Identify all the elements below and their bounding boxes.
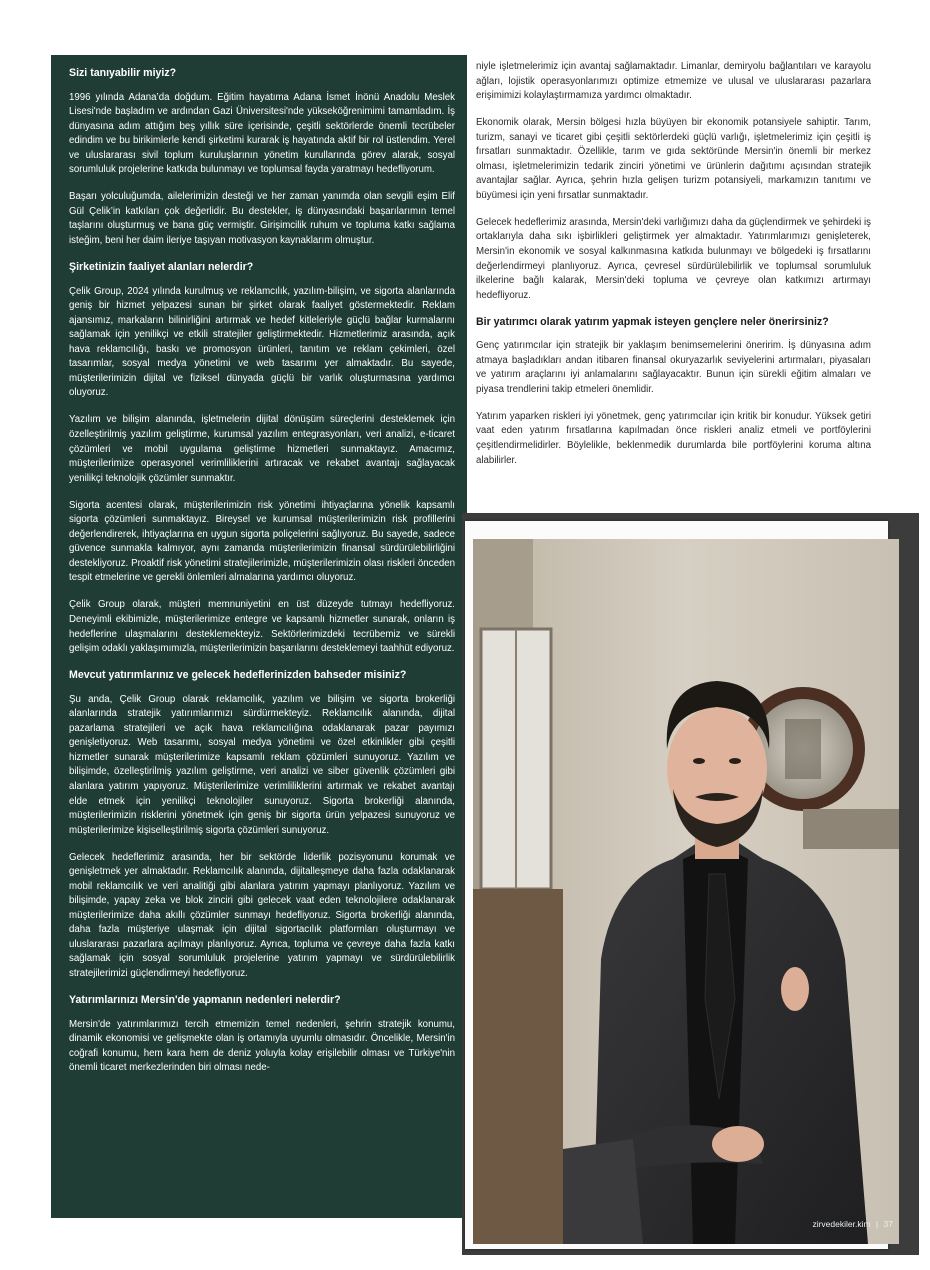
left-text-panel xyxy=(51,55,467,1218)
page-number: 37 xyxy=(883,1219,893,1229)
paragraph: Genç yatırımcılar için stratejik bir yaklaşım benimsemelerini öneririm. İş dünyasına adım atmaya başladıkları andan itibaren finansal okuryazarlık seviyelerini artırmaları, piyasaları ve yatırım araçlarını iyi anlamalarını sağlayacaktır. Bunun için sürekli eğitim almaları ve piyasa trendlerini takip etmeleri önemlidir. xyxy=(476,340,871,395)
trousers xyxy=(563,1139,643,1244)
heading-mersin: Yatırımlarınızı Mersin'de yapmanın nedenleri nelerdir? xyxy=(69,994,341,1007)
heading-business-areas: Şirketinizin faaliyet alanları nelerdir? xyxy=(69,261,254,274)
footer-separator: | xyxy=(875,1219,879,1229)
right-text-column xyxy=(476,60,871,481)
shelf xyxy=(803,809,899,849)
photo-frame xyxy=(462,513,919,1255)
hand xyxy=(712,1126,764,1162)
paragraph: Sigorta acentesi olarak, müşterilerimizin risk yönetimi ihtiyaçlarına yönelik kapsamlı sigorta çözümleri sunmaktayız. Bireysel ve kurumsal müşterilerimizin risk profillerini değerlendirerek, ihtiyaçlarına en uygun sigorta poliçelerini sağlıyoruz. Bu sayede, sadece güvence sunmakla kalmıyor, aynı zamanda müşterilerimizin finansal sürdürülebilirliğini destekliyoruz. Proaktif risk yönetimi stratejilerimizle, müşterilerimizin olası riskleri önceden tespit etmelerine ve gerekli önlemleri almalarına yardımcı oluyoruz. xyxy=(69,499,455,584)
paragraph: Çelik Group olarak, müşteri memnuniyetini en üst düzeyde tutmayı hedefliyoruz. Deneyimli ekibimizle, müşterilerimize entegre ve kapsamlı hizmetler sunarak, onların iş hedeflerine ulaşmalarını desteklemekteyiz. Sektörlerimizdeki tecrübemiz ve sürekli gelişim odaklı yaklaşımımızla, müşterilerimizin başarılarını desteklemeyi taahhüt ediyoruz. xyxy=(69,599,455,655)
paragraph: Mersin'de yatırımlarımızı tercih etmemizin temel nedenleri, şehrin stratejik konumu, dinamik ekonomisi ve gelişmekte olan iş ortamıyla uyumlu olmasıdır. Öncelikle, Mersin'in coğrafi konumu, hem kara hem de deniz yoluyla kolay erişilebilir olması ve Türkiye'nin önemli ticaret merkezlerinden biri olması nede- xyxy=(69,1018,455,1074)
paragraph: Yatırım yaparken riskleri iyi yönetmek, genç yatırımcılar için kritik bir konudur. Yüksek getiri vaat eden yatırım fırsatlarına kapılmadan önce riskleri analiz etmeli ve portföylerini çeşitlendirmelidirler. Böylelikle, beklenmedik durumlarda bile portföylerini koruma altına alabilirler. xyxy=(476,410,871,466)
portrait-photo xyxy=(473,539,899,1244)
page-footer xyxy=(812,1219,893,1229)
photo-border xyxy=(465,521,888,1249)
heading-about: Sizi tanıyabilir miyiz? xyxy=(69,67,177,79)
desk xyxy=(473,889,563,1244)
paragraph: 1996 yılında Adana’da doğdum. Eğitim hayatıma Adana İsmet İnönü Anadolu Meslek Lisesi'nde başladım ve ardından Gazi Üniversitesi'nde yükseköğrenimimi tamamladım. İş dünyasına adım attığım beş yıllık süre içerisinde, çeşitli sektörlerde önemli tecrübeler edindim ve bu birikimlerle kendi şirketimi kurarak iş hayatında aktif bir rol üstlendim. Yerel ve uluslararası sivil toplum kuruluşlarının yönetim kurullarında görev alarak, sosyal sorumluluk projelerine katkıda bulunmayı ve toplumsal fayda yaratmayı hedefliyorum. xyxy=(69,91,455,176)
heading-investments: Mevcut yatırımlarınız ve gelecek hedeflerinizden bahseder misiniz? xyxy=(69,669,407,682)
paragraph: Gelecek hedeflerimiz arasında, Mersin'deki varlığımızı daha da güçlendirmek ve şehirdeki iş ortaklarıyla daha sıkı işbirlikleri geliştirmek yer almaktadır. Yatırımlarımızı genişleterek, Mersin'in ekonomik ve sosyal kalkınmasına katkıda bulunmayı ve bölgedeki iş fırsatlarını değerlendirmeyi planlıyoruz. Ayrıca, çevresel sürdürülebilirlik ve toplumsal sorumluluk ilkelerine bağlı kalarak, Mersin'deki topluma ve çevreye olan katkımızı artırmayı hedefliyoruz. xyxy=(476,216,871,301)
heading-young-investors: Bir yatırımcı olarak yatırım yapmak isteyen gençlere neler önerirsiniz? xyxy=(476,315,829,328)
paragraph: Ekonomik olarak, Mersin bölgesi hızla büyüyen bir ekonomik potansiyele sahiptir. Tarım, turizm, sanayi ve ticaret gibi çeşitli sektörlerdeki güçlü varlığı, işletmelerimiz için çeşitli iş fırsatları sunmaktadır. Özellikle, tarım ve gıda sektöründe Mersin'in önemli bir merkez olması, işletmelerimizin tedarik zinciri yönetimi ve ürünlerin dağıtımı açısından stratejik avantajlar sağlar. Ayrıca, şehrin hızla gelişen turizm potansiyeli, markamızın tanıtımı ve büyümesi için yeni fırsatlar sunmaktadır. xyxy=(476,117,871,201)
footer-site: zirvedekiler.kim xyxy=(812,1219,871,1229)
paragraph: Gelecek hedeflerimiz arasında, her bir sektörde liderlik pozisyonunu korumak ve genişletmek yer almaktadır. Reklamcılık alanında, dijitalleşmeye daha fazla odaklanarak mobil reklamcılık ve veri analitiği gibi alanlara yatırım yapmayı planlıyoruz. Yazılım ve bilişimde, yapay zeka ve blok zinciri gibi gelecek vaat eden teknolojilere odaklanarak müşterilerimize daha akıllı çözümler sunmayı hedefliyoruz. Sigorta brokerliği alanında, daha fazla müşteriye ulaşmak için dijital sigortacılık platformları oluşturmayı ve uluslararası pazarlara açılmayı planlıyoruz. Ayrıca, topluma ve çevreye daha fazla katkı sağlamak için sosyal sorumluluk projelerine yatırım yapmayı ve sürdürülebilirlik stratejilerimizi güçlendirmeyi hedefliyoruz. xyxy=(69,851,455,980)
portrait-illustration xyxy=(473,539,899,1244)
paragraph: Yazılım ve bilişim alanında, işletmelerin dijital dönüşüm süreçlerini desteklemek için özelleştirilmiş yazılım geliştirme, kurumsal yazılım entegrasyonları, veri analizi, e-ticaret çözümleri ve mobil uygulama geliştirme hizmetleri sunmaktayız. Amacımız, müşterilerimize operasyonel verimliliklerini artıracak ve rekabet avantajı sağlayacak yenilikçi teknolojik çözümler sunmaktır. xyxy=(69,414,455,484)
paragraph: Başarı yolculuğumda, ailelerimizin desteği ve her zaman yanımda olan sevgili eşim Elif Gül Çelik’in katkıları çok değerlidir. Bu destekler, iş dünyasındaki başarılarımın temel taşlarını oluşturmuş ve bana güç vermiştir. Girişimcilik ruhum ve topluma katkı sağlama isteğim, beni her daim ileriye taşıyan motivasyon kaynaklarım olmuştur. xyxy=(69,191,455,246)
paragraph: Çelik Group, 2024 yılında kurulmuş ve reklamcılık, yazılım-bilişim, ve sigorta alanlarında geniş bir hizmet yelpazesi sunan bir şirket olarak faaliyet göstermektedir. Reklam ajansımız, markaların bilinirliğini artırmak ve hedef kitleleriyle güçlü bağlar kurmalarını sağlamak için yenilikçi ve etkili stratejiler geliştirmektedir. Hizmetlerimiz arasında, açık hava reklamcılığı, baskı ve promosyon ürünleri, tanıtım ve reklam çekimleri, özel tasarımlar, sosyal medya yönetimi ve web tasarımı yer almaktadır. Bu sayede, müşterilerimizin dijital ve fiziksel dünyada güçlü bir varlık oluşturmasına yardımcı oluyoruz. xyxy=(69,285,455,399)
hand xyxy=(781,967,809,1011)
paragraph: Şu anda, Çelik Group olarak reklamcılık, yazılım ve bilişim ve sigorta brokerliği alanlarında stratejik yatırımlarımızı sürdürmekteyiz. Reklamcılık alanında, dijital pazarlama stratejileri ve açık hava reklamcılığına odaklanarak pazar payımızı genişletiyoruz. Web tasarımı, sosyal medya yönetimi ve özel etkinlikler gibi çeşitli hizmetler sunarak müşterilerimize kapsamlı reklam çözümleri sunuyoruz. Yazılım ve bilişimde, özelleştirilmiş yazılım geliştirme, veri analizi ve siber güvenlik çözümleri gibi alanlara yatırım yapıyoruz. Müşterilerimize verimliliklerini artırmak ve rekabet avantajı elde etmek için yenilikçi teknolojiler sunuyoruz. Sigorta brokerliği alanında, müşterilerimizin risklerini yönetmek için geniş bir sigorta ürün yelpazesi sunuyoruz ve müşterilerimize kişiselleştirilmiş sigorta çözümleri sunuyoruz. xyxy=(69,693,455,836)
paragraph: niyle işletmelerimiz için avantaj sağlamaktadır. Limanlar, demiryolu bağlantıları ve karayolu ağları, lojistik operasyonlarımızı optimize etmemize ve ulusal ve uluslararası pazarlara erişimimizi kolaylaştırmamıza yardımcı olmaktadır. xyxy=(476,61,871,102)
